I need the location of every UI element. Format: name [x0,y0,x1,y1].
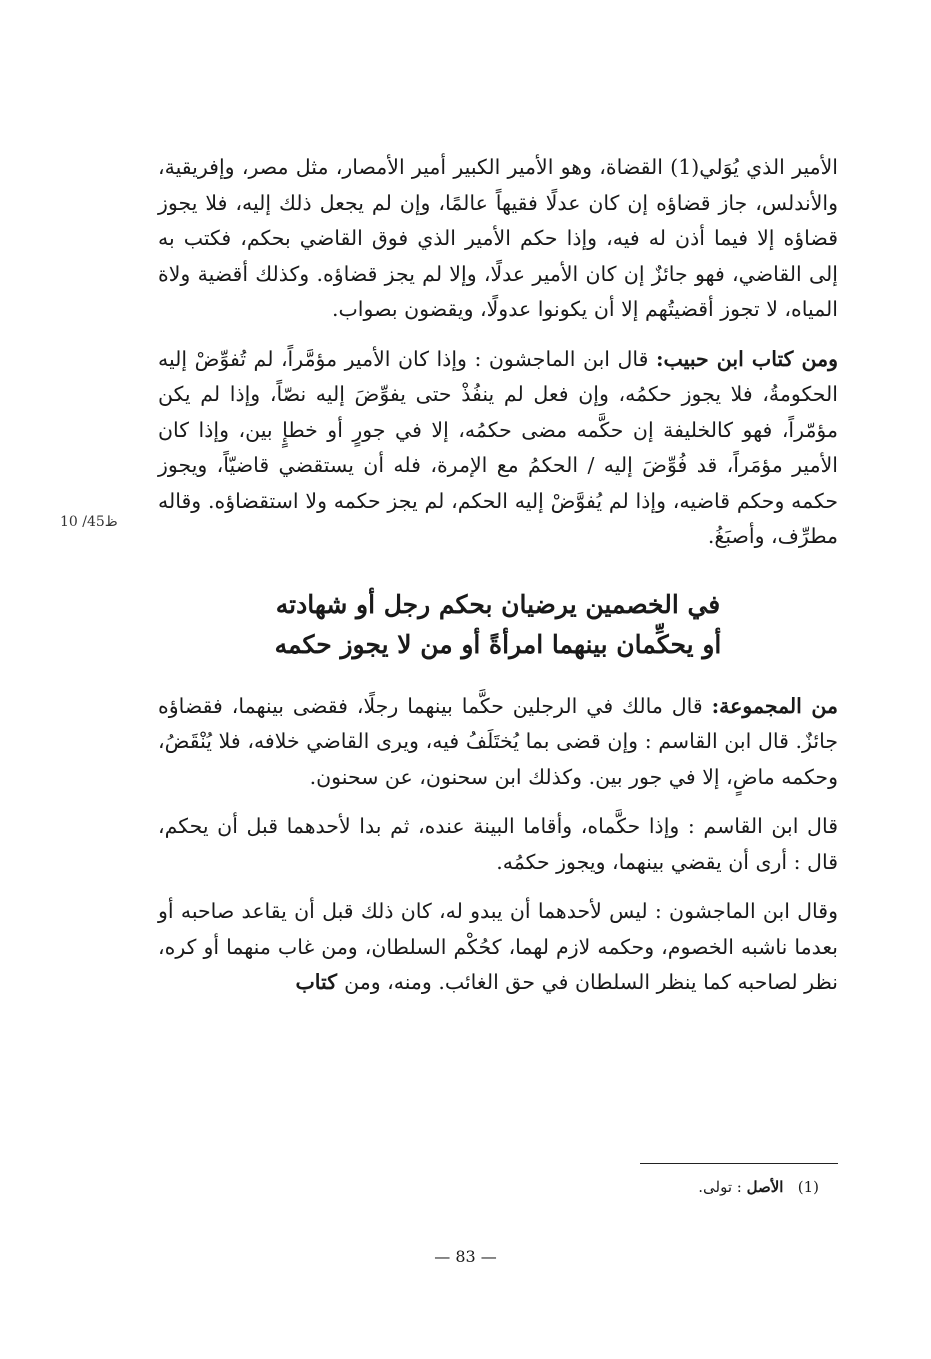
paragraph-5-trail: كتاب [295,970,345,994]
footnote-divider [640,1163,838,1164]
paragraph-4-text: قال ابن القاسم : وإذا حكَّماه، وأقاما البينة عنده، ثم بدا لأحدهما قبل أن يحكم، قال : أرى أن يقضي بينهما، ويجوز حكمُه. [158,814,838,874]
paragraph-2-text: قال ابن الماجشون : وإذا كان الأمير مؤمَّراً، لم تُفوِّضْ إليه الحكومةُ، فلا يجوز حكمُه، وإن فعل لم ينفُذْ حتى يفوِّضَ إليه نصّاً، وإذا لم يكن مؤمّراً، فهو كالخليفة إن حكَّمه مضى حكمُه، إلا في جورٍ أو خطإٍ بين، وإذا كان الأمير مؤمَراً، قد فُوِّضَ إليه / الحكمُ مع الإمرة، فله أن يستقضي قاضيّاً، ويجوز حكمه وحكم قاضيه، وإذا لم يُفوَّضْ إليه الحكم، لم يجز حكمه ولا استقضاؤه. وقاله مطرِّف، وأصبَغُ. [158,346,838,548]
section-heading [158,585,838,665]
paragraph-4 [158,809,838,880]
paragraph-5-text: وقال ابن الماجشون : ليس لأحدهما أن يبدو له، كان ذلك قبل أن يقاعد صاحبه أو بعدما ناشبه الخصوم، وحكمه لازم لهما، كحُكْم السلطان، ومن غاب منهما أو كره، نظر لصاحبه كما ينظر السلطان في حق الغائب. ومنه، ومن [158,899,838,994]
paragraph-2 [158,342,838,555]
footnote [698,1178,819,1196]
section-heading-line-2: أو يحكِّمان بينهما امرأةً أو من لا يجوز حكمه [274,629,722,659]
paragraph-3-text: قال مالك في الرجلين حكَّما بينهما رجلًا، فقضى بينهما، فقضاؤه جائزٌ. قال ابن القاسم : وإن قضى بما يُختَلَفُ فيه، ويرى القاضي خلافه، فلا يُنْقَضُ، وحكمه ماضٍ، إلا في جور بين. وكذلك ابن سحنون، عن سحنون. [158,693,838,789]
paragraph-3 [158,689,838,796]
paragraph-3-lead: من المجموعة: [711,693,838,718]
page-number: — 83 — [434,1247,497,1266]
section-heading-line-1: في الخصمين يرضيان بحكم رجل أو شهادته [275,589,721,619]
paragraph-2-lead: ومن كتاب ابن حبيب: [655,346,839,371]
footnote-number: (1) [797,1178,819,1196]
margin-folio-note: 10 /45ظ [60,514,118,530]
page-body [158,150,838,1001]
footnote-text: : تولى. [698,1178,747,1196]
paragraph-1-text: الأمير الذي يُوَلي(1) القضاة، وهو الأمير الكبير أمير الأمصار، مثل مصر، وإفريقية، والأندلس، جاز قضاؤه إن كان عدلًا فقيهاً عالمًا، وإن لم يجعل ذلك إليه، فلا يجوز قضاؤه إلا فيما أذن له فيه، وإذا حكم الأمير الذي فوق القاضي بحكم، فكتب به إلى القاضي، فهو جائزٌ إن كان الأمير عدلًا، وإلا لم يجز قضاؤه. وكذلك أقضية ولاة المياه، لا تجوز أقضيتُهم إلا أن يكونوا عدولًا، ويقضون بصواب. [158,155,838,321]
paragraph-1 [158,150,838,328]
paragraph-5 [158,894,838,1001]
footnote-label: الأصل [746,1178,784,1196]
